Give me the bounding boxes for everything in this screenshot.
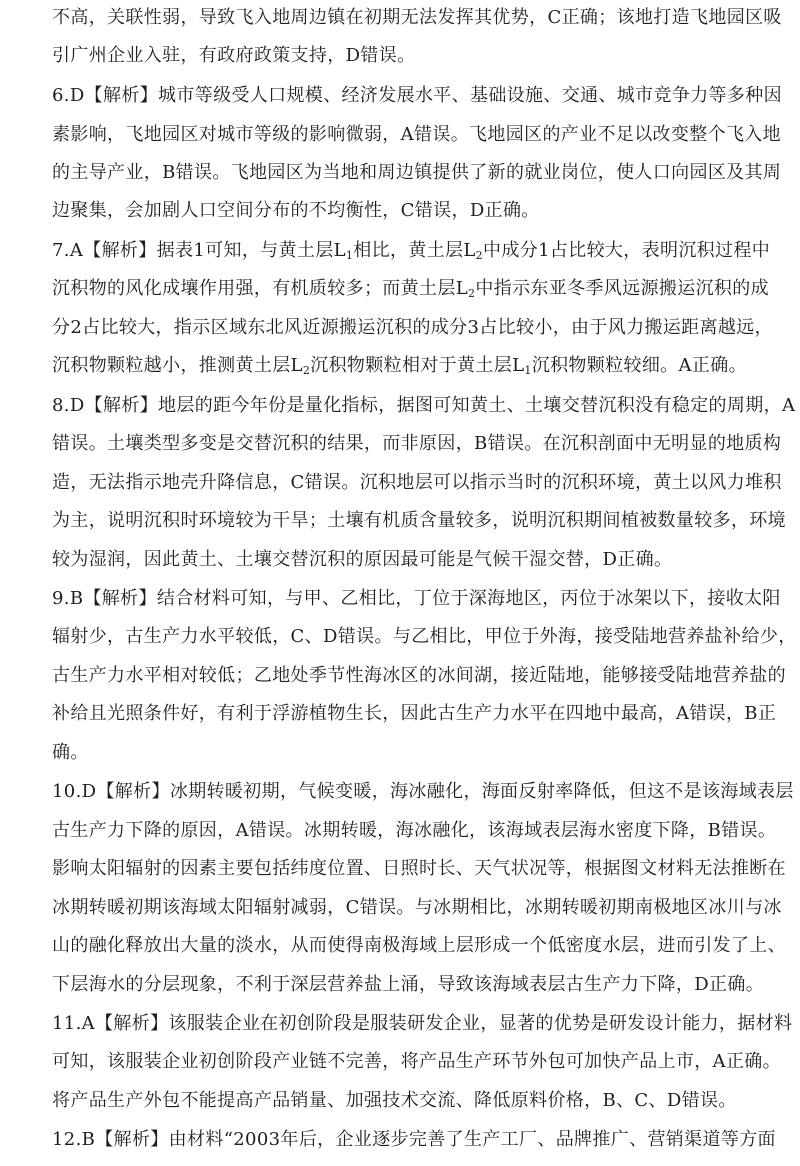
- subscript: 2: [475, 249, 484, 262]
- text-line: [52, 269, 769, 309]
- text-line: 下层海水的分层现象，不利于深层营养盐上涌，导致该海域表层古生产力下降，D正确。: [52, 974, 765, 995]
- text-line: 山的融化释放出大量的淡水，从而使得南极海域上层形成一个低密度水层，进而引发了上、: [52, 935, 786, 956]
- subscript: 2: [468, 287, 476, 300]
- text-line: 冰期转暖初期该海域太阳辐射减弱，C错误。与冰期相比，冰期转暖初期南极地区冰川与冰: [52, 897, 782, 918]
- text-line: 可知，该服装企业初创阶段产业链不完善，将产品生产环节外包可加快产品上市，A正确。: [52, 1051, 781, 1072]
- text-segment: 沉积物的风化成壤作用强，有机质较多；而黄土层L: [52, 278, 469, 299]
- text-line: 9.B【解析】结合材料可知，与甲、乙相比，丁位于深海地区，丙位于冰架以下，接收太阳: [52, 588, 781, 609]
- text-segment: 沉积物颗粒越小，推测黄土层L: [52, 355, 303, 376]
- text-line: 辐射少，古生产力水平较低，C、D错误。与乙相比，甲位于外海，接受陆地营养盐补给少，: [52, 626, 797, 647]
- text-line: 造，无法指示地壳升降信息，C错误。沉积地层可以指示当时的沉积环境，黄土以风力堆积: [52, 472, 782, 493]
- text-line: 8.D【解析】地层的距今年份是量化指标，据图可知黄土、土壤交替沉积没有稳定的周期，A: [52, 395, 796, 416]
- text-line: 将产品生产外包不能提高产品销量、加强技术交流、降低原料价格，B、C、D错误。: [52, 1090, 737, 1111]
- text-segment: 7.A【解析】据表1可知，与黄土层L: [52, 240, 346, 261]
- text-line: [52, 346, 747, 386]
- text-line: 10.D【解析】冰期转暖初期，气候变暖，海冰融化，海面反射率降低，但这不是该海域表层: [52, 781, 794, 802]
- text-line: 素影响，飞地园区对城市等级的影响微弱，A错误。飞地园区的产业不足以改变整个飞入地: [52, 124, 781, 145]
- text-line: 古生产力水平相对较低；乙地处季节性海冰区的冰间湖，接近陆地，能够接受陆地营养盐的: [52, 665, 786, 686]
- text-segment: 沉积物颗粒相对于黄土层L: [310, 355, 525, 376]
- subscript: 1: [524, 364, 532, 377]
- text-line: 6.D【解析】城市等级受人口规模、经济发展水平、基础设施、交通、城市竞争力等多种因: [52, 85, 782, 106]
- text-line: [52, 231, 771, 271]
- text-line: 12.B【解析】由材料“2003年后，企业逐步完善了生产工厂、品牌推广、营销渠道等方面: [52, 1129, 776, 1150]
- subscript: 1: [345, 249, 354, 262]
- text-line: 引广州企业入驻，有政府政策支持，D错误。: [52, 45, 416, 66]
- text-line: 11.A【解析】该服装企业在初创阶段是服装研发企业，显著的优势是研发设计能力，据材料: [52, 1013, 793, 1034]
- text-line: 影响太阳辐射的因素主要包括纬度位置、日照时长、天气状况等，根据图文材料无法推断在: [52, 858, 786, 879]
- text-line: 边聚集，会加剧人口空间分布的不均衡性，C错误，D正确。: [52, 200, 540, 221]
- text-line: 较为湿润，因此黄土、土壤交替沉积的原因最可能是气候干湿交替，D正确。: [52, 549, 673, 570]
- text-line: 不高，关联性弱，导致飞入地周边镇在初期无法发挥其优势，C正确；该地打造飞地园区吸: [52, 7, 782, 28]
- text-line: 确。: [52, 742, 89, 763]
- text-line: 的主导产业，B错误。飞地园区为当地和周边镇提供了新的就业岗位，使人口向园区及其周: [52, 162, 782, 183]
- text-segment: 沉积物颗粒较细。A正确。: [531, 355, 747, 376]
- text-segment: 中指示东亚冬季风远源搬运沉积的成: [475, 278, 769, 299]
- text-line: 为主，说明沉积时环境较为干旱；土壤有机质含量较多，说明沉积期间植被数量较多，环境: [52, 510, 786, 531]
- text-line: 古生产力下降的原因，A错误。冰期转暖，海冰融化，该海域表层海水密度下降，B错误。: [52, 820, 777, 841]
- text-segment: 中成分1占比较大，表明沉积过程中: [483, 240, 771, 261]
- text-line: 补给且光照条件好，有利于浮游植物生长，因此古生产力水平在四地中最高，A错误，B正: [52, 703, 777, 724]
- text-segment: 相比，黄土层L: [353, 240, 476, 261]
- text-line: 分2占比较大，指示区域东北风近源搬运沉积的成分3占比较小，由于风力搬运距离越远，: [52, 317, 773, 338]
- text-line: 错误。土壤类型多变是交替沉积的结果，而非原因，B错误。在沉积剖面中无明显的地质构: [52, 433, 782, 454]
- subscript: 2: [302, 364, 311, 377]
